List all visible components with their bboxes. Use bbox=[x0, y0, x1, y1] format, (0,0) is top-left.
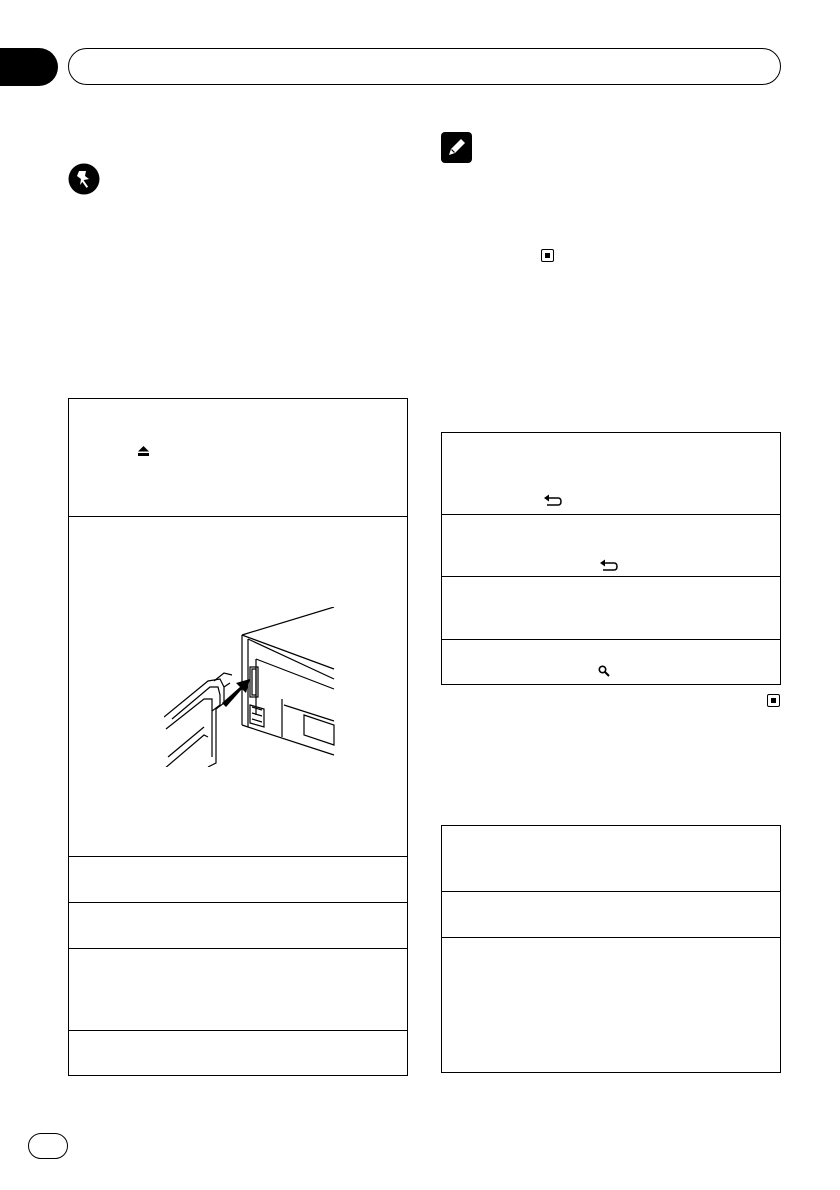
front-panel-illustration bbox=[164, 607, 344, 767]
pencil-icon bbox=[441, 132, 472, 163]
table-row bbox=[69, 399, 407, 516]
table-row bbox=[69, 902, 407, 949]
table-row bbox=[69, 856, 407, 903]
table-row bbox=[442, 514, 780, 577]
back-arrow-icon bbox=[600, 558, 618, 576]
table-row bbox=[69, 516, 407, 857]
back-arrow-icon bbox=[544, 493, 562, 511]
eject-icon bbox=[138, 443, 149, 461]
pushpin-icon bbox=[68, 163, 100, 195]
stop-square-icon bbox=[767, 694, 780, 707]
table-row bbox=[442, 891, 780, 938]
table-row bbox=[442, 826, 780, 891]
table-row bbox=[442, 639, 780, 686]
table-row bbox=[442, 576, 780, 640]
right-table-2 bbox=[441, 825, 781, 1073]
stop-square-icon bbox=[541, 249, 554, 262]
table-row bbox=[69, 1030, 407, 1077]
left-table bbox=[68, 398, 408, 1076]
search-icon bbox=[598, 664, 610, 682]
chapter-tab bbox=[0, 48, 58, 86]
right-table-1 bbox=[441, 432, 781, 685]
table-row bbox=[442, 937, 780, 1074]
table-row bbox=[69, 948, 407, 1031]
table-row bbox=[442, 433, 780, 514]
page-number-badge bbox=[28, 1133, 68, 1159]
header-bar bbox=[68, 48, 781, 85]
